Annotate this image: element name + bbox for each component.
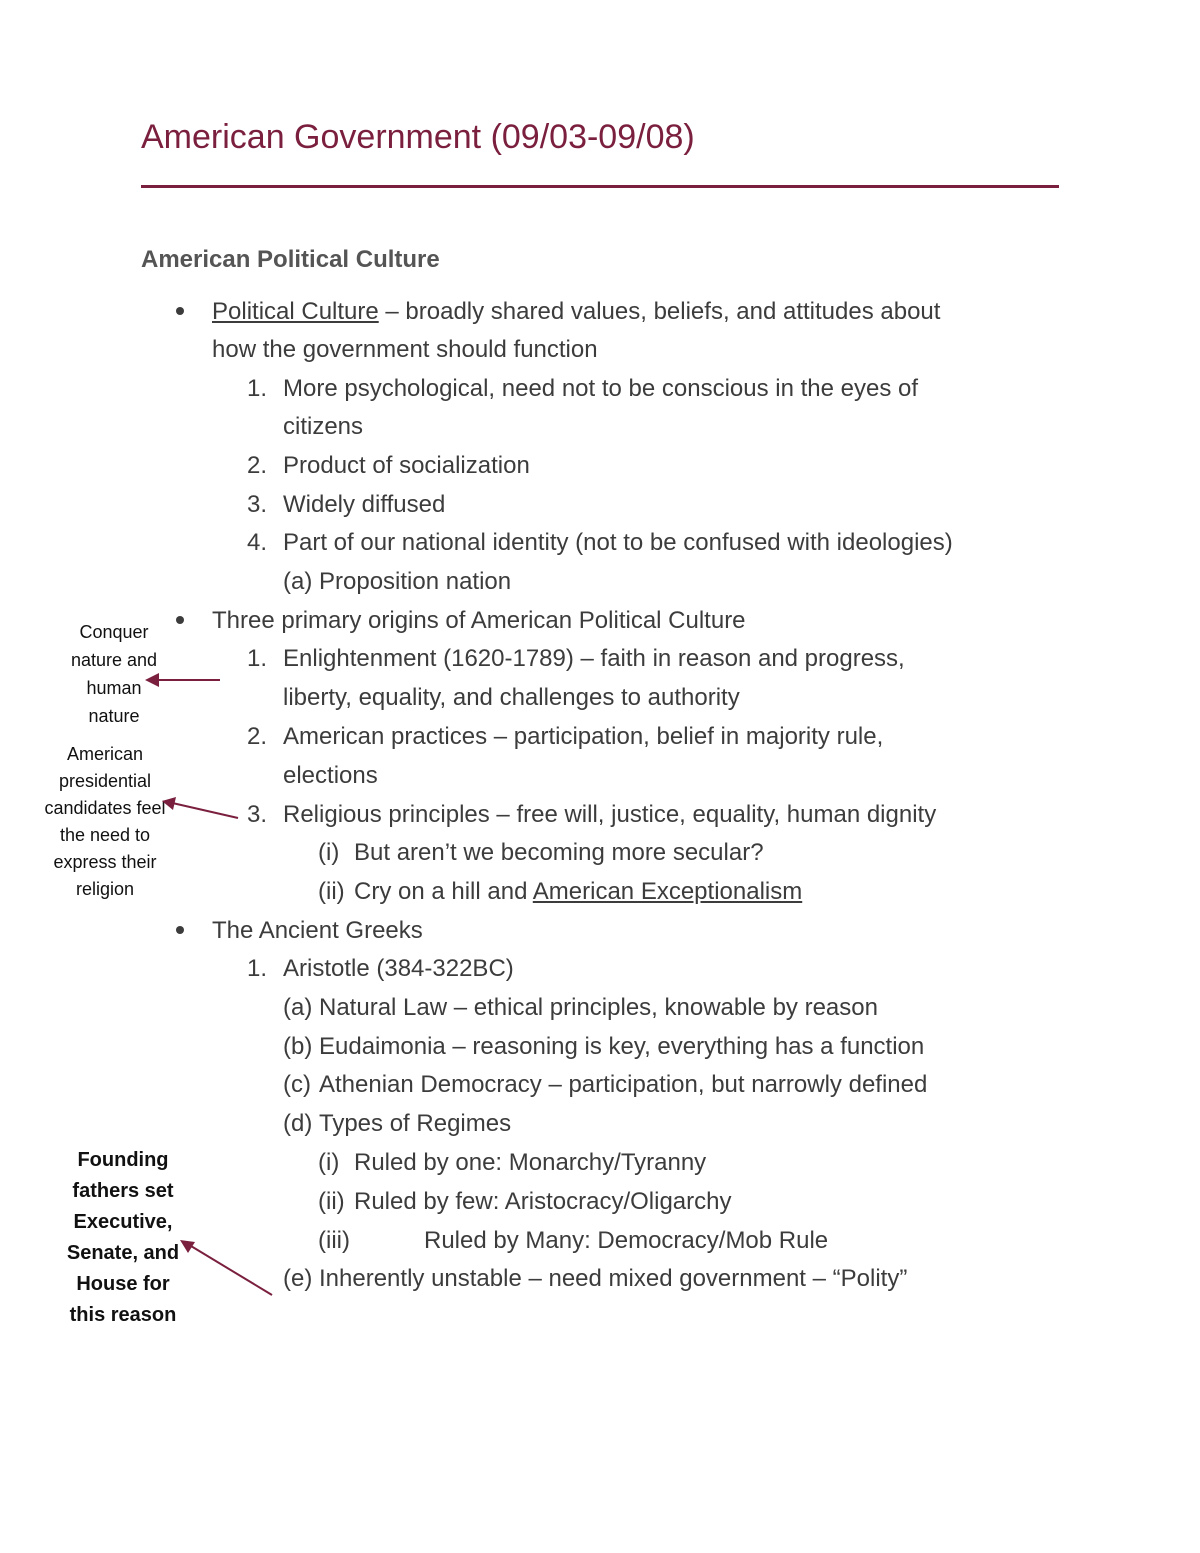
item-text: Types of Regimes — [319, 1110, 512, 1137]
arrowhead-religious — [162, 797, 176, 810]
note-line: American — [66, 744, 144, 764]
note-line: religion — [75, 879, 135, 899]
item-number: 1. — [247, 375, 268, 402]
item-text: But aren’t we becoming more secular? — [354, 839, 764, 866]
arrowhead-enlightenment — [145, 673, 159, 687]
note-line: nature — [88, 706, 140, 726]
note-line: this reason — [69, 1304, 177, 1326]
item-text: Ruled by Many: Democracy/Mob Rule — [424, 1227, 829, 1254]
item-letter: (a) — [283, 568, 313, 595]
note-line: human — [86, 678, 142, 698]
item-text: Eudaimonia – reasoning is key, everything has a function — [319, 1033, 925, 1060]
list-item-continued: how the government should function — [212, 336, 598, 363]
numbered-item-continued: liberty, equality, and challenges to authority — [283, 684, 740, 711]
note-line: House for — [76, 1273, 170, 1295]
item-numeral: (iii) — [318, 1227, 350, 1254]
item-text: Product of socialization — [283, 452, 530, 479]
item-number: 2. — [247, 723, 268, 750]
item-text: Cry on a hill and — [354, 878, 533, 905]
item-numeral: (ii) — [318, 1188, 345, 1215]
note-line: Conquer — [79, 622, 149, 642]
item-numeral: (ii) — [318, 878, 345, 905]
numbered-item-continued: citizens — [283, 413, 364, 440]
item-letter: (e) — [283, 1265, 313, 1292]
item-number: 3. — [247, 491, 268, 518]
list-item: Three primary origins of American Political Culture — [212, 607, 746, 634]
item-text: Ruled by one: Monarchy/Tyranny — [354, 1149, 707, 1176]
note-line: nature and — [70, 650, 158, 670]
section-heading: American Political Culture — [141, 246, 440, 273]
note-line: Senate, and — [66, 1242, 180, 1264]
item-letter: (c) — [283, 1071, 311, 1098]
item-text: Enlightenment (1620-1789) – faith in reason and progress, — [283, 645, 905, 672]
note-line: Founding — [77, 1149, 169, 1171]
note-line: express their — [53, 852, 157, 872]
arrow-line-mixed-government — [186, 1243, 272, 1295]
item-text: Religious principles – free will, justice, equality, human dignity — [283, 801, 937, 828]
note-line: presidential — [58, 771, 152, 791]
term-american-exceptionalism: American Exceptionalism — [532, 878, 803, 905]
term-definition: – broadly shared values, beliefs, and attitudes about — [378, 298, 941, 325]
arrow-line-religious — [168, 802, 238, 818]
item-text: Aristotle (384-322BC) — [283, 955, 514, 982]
note-line: candidates feel — [44, 798, 166, 818]
item-text: Inherently unstable – need mixed government – “Polity” — [319, 1265, 908, 1292]
item-text: American practices – participation, belief in majority rule, — [283, 723, 884, 750]
note-line: the need to — [59, 825, 151, 845]
item-number: 1. — [247, 955, 268, 982]
item-text: More psychological, need not to be conscious in the eyes of — [283, 375, 919, 402]
item-letter: (a) — [283, 994, 313, 1021]
item-number: 4. — [247, 529, 268, 556]
document-title: American Government (09/03-09/08) — [141, 118, 695, 156]
item-text: Widely diffused — [283, 491, 446, 518]
item-numeral: (i) — [318, 839, 340, 866]
note-line: fathers set — [72, 1180, 174, 1202]
item-letter: (d) — [283, 1110, 313, 1137]
item-text: Natural Law – ethical principles, knowable by reason — [319, 994, 878, 1021]
item-number: 1. — [247, 645, 268, 672]
item-text: Athenian Democracy – participation, but narrowly defined — [319, 1071, 928, 1098]
note-line: Executive, — [73, 1211, 173, 1233]
item-number: 3. — [247, 801, 268, 828]
item-text: Part of our national identity (not to be confused with ideologies) — [283, 529, 953, 556]
item-numeral: (i) — [318, 1149, 340, 1176]
item-text: Ruled by few: Aristocracy/Oligarchy — [354, 1188, 732, 1215]
numbered-item-continued: elections — [283, 762, 378, 789]
item-letter: (b) — [283, 1033, 313, 1060]
item-text: Proposition nation — [319, 568, 512, 595]
item-number: 2. — [247, 452, 268, 479]
list-item: The Ancient Greeks — [212, 917, 423, 944]
term-political-culture: Political Culture — [212, 298, 379, 325]
